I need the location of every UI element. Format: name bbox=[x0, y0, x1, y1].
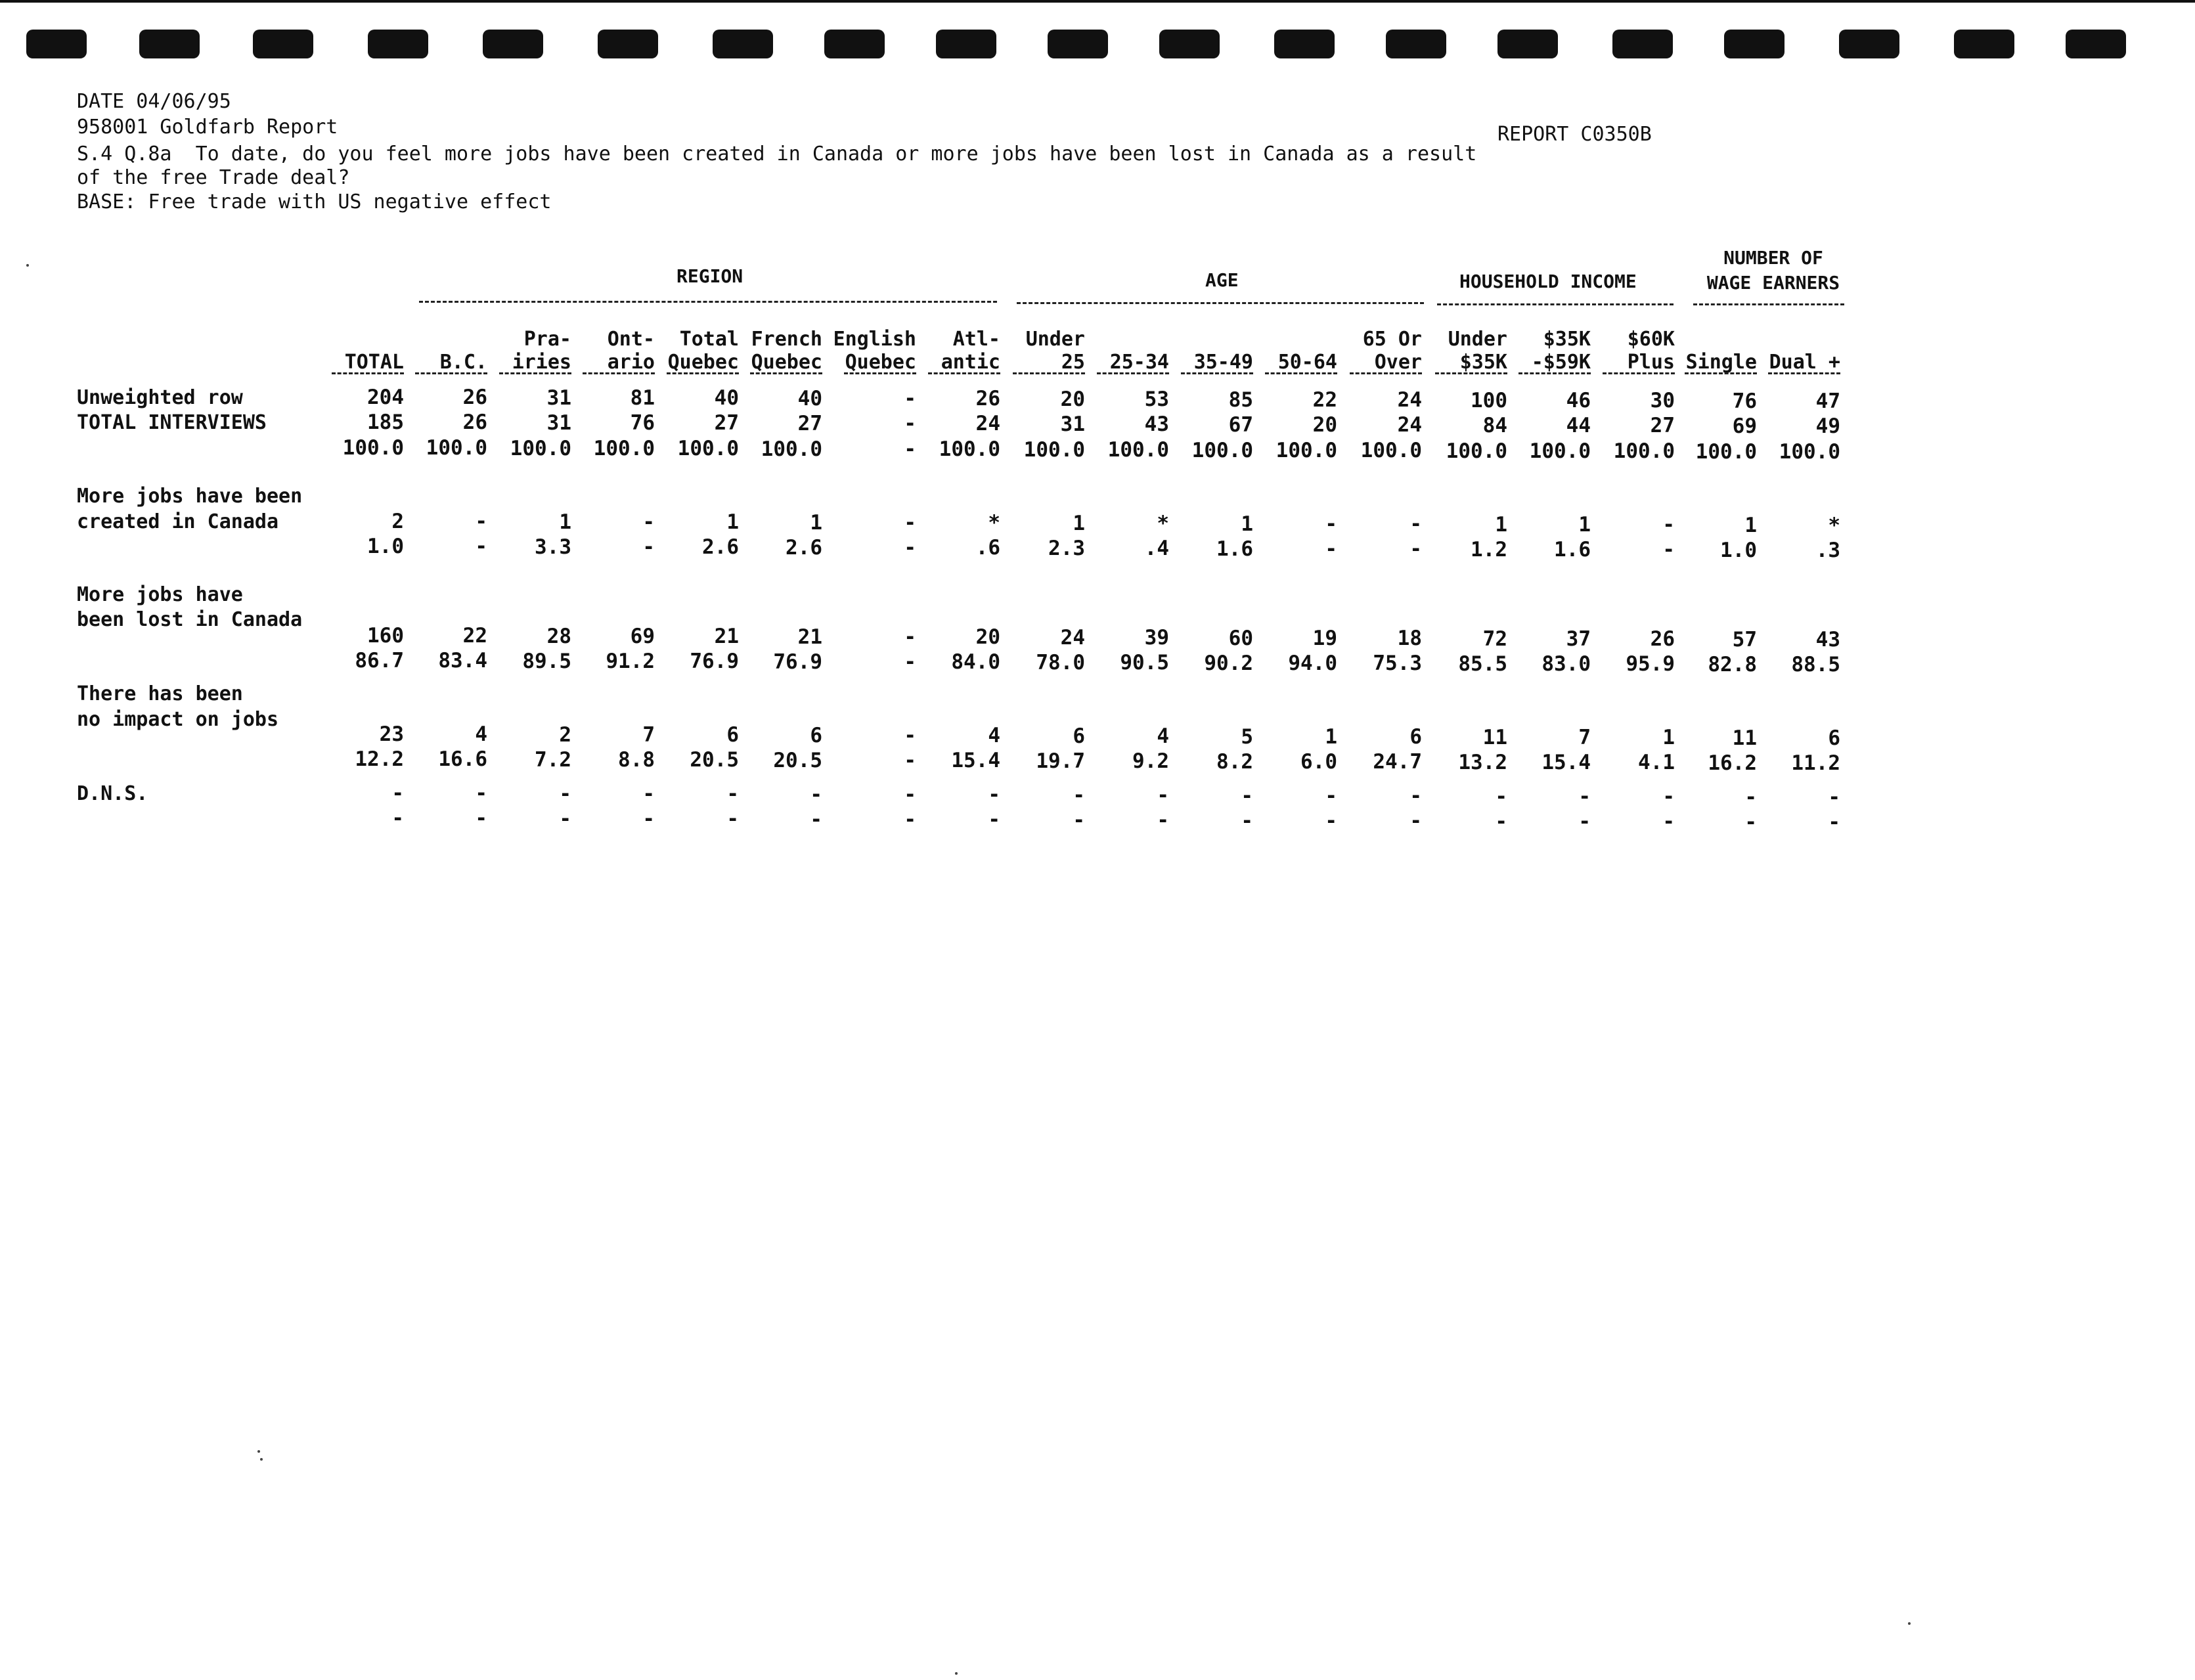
table-cell: - bbox=[1241, 809, 1253, 833]
table-cell: 15.4 bbox=[951, 749, 1000, 772]
table-cell: 76 bbox=[630, 411, 655, 435]
table-cell: - bbox=[904, 437, 916, 461]
column-header-4-l2: Quebec bbox=[667, 351, 739, 374]
table-cell: 1.6 bbox=[1216, 537, 1253, 561]
table-cell: 26 bbox=[975, 387, 1000, 410]
column-header-7-l1: Atl- bbox=[952, 328, 1000, 351]
row-label-dns: D.N.S. bbox=[77, 782, 148, 805]
report-name: 958001 Goldfarb Report bbox=[77, 116, 338, 139]
column-header-15-l1: $60K bbox=[1627, 328, 1675, 351]
table-cell: 91.2 bbox=[606, 650, 655, 673]
feed-hole bbox=[713, 30, 773, 58]
table-cell: 84 bbox=[1482, 414, 1507, 437]
table-cell: - bbox=[642, 807, 655, 831]
table-cell: - bbox=[726, 807, 739, 831]
table-cell: 81 bbox=[630, 386, 655, 410]
table-cell: 24 bbox=[1397, 413, 1422, 437]
table-cell: 21 bbox=[714, 625, 739, 648]
table-cell: - bbox=[904, 783, 916, 807]
table-cell: 84.0 bbox=[951, 650, 1000, 674]
table-cell: 100.0 bbox=[342, 436, 404, 460]
column-header-6-l2: Quebec bbox=[845, 351, 916, 374]
table-cell: 23 bbox=[379, 722, 404, 746]
table-cell: 100 bbox=[1471, 389, 1507, 412]
table-cell: 2 bbox=[559, 723, 571, 747]
table-cell: 20.5 bbox=[690, 748, 739, 772]
table-cell: 16.6 bbox=[438, 747, 487, 771]
table-cell: 67 bbox=[1228, 413, 1253, 437]
table-cell: - bbox=[1073, 784, 1085, 807]
table-cell: 100.0 bbox=[1107, 438, 1169, 462]
table-cell: 26 bbox=[1650, 627, 1675, 651]
group-age: AGE bbox=[1205, 269, 1239, 291]
column-header-3-l1: Ont- bbox=[607, 328, 655, 351]
table-cell: 76.9 bbox=[690, 650, 739, 673]
report-id: REPORT C0350B bbox=[1497, 123, 1652, 146]
table-cell: - bbox=[1744, 810, 1757, 834]
column-header-3-l2: ario bbox=[607, 351, 655, 374]
table-cell: 20.5 bbox=[773, 749, 822, 772]
table-cell: 30 bbox=[1650, 389, 1675, 412]
table-cell: - bbox=[904, 387, 916, 410]
table-cell: 69 bbox=[1732, 414, 1757, 438]
column-header-12-l1: 65 Or bbox=[1362, 328, 1422, 351]
table-cell: * bbox=[1828, 514, 1840, 537]
table-cell: - bbox=[475, 510, 487, 533]
column-header-12-l2: Over bbox=[1374, 351, 1422, 374]
table-cell: 20 bbox=[975, 625, 1000, 649]
feed-hole bbox=[253, 30, 313, 58]
table-cell: 57 bbox=[1732, 628, 1757, 652]
table-cell: - bbox=[559, 782, 571, 806]
table-cell: 20 bbox=[1060, 387, 1085, 411]
table-cell: 1.6 bbox=[1554, 538, 1591, 562]
table-cell: - bbox=[475, 807, 487, 830]
table-cell: 100.0 bbox=[1360, 439, 1422, 462]
table-cell: 60 bbox=[1228, 627, 1253, 650]
table-cell: - bbox=[904, 536, 916, 560]
table-cell: - bbox=[810, 808, 822, 831]
table-cell: 49 bbox=[1815, 414, 1840, 438]
region-group-rule bbox=[419, 301, 997, 303]
table-cell: 94.0 bbox=[1288, 652, 1337, 675]
table-cell: - bbox=[904, 650, 916, 674]
table-cell: 6 bbox=[810, 724, 822, 747]
table-cell: 43 bbox=[1815, 628, 1840, 652]
table-cell: - bbox=[1409, 537, 1422, 561]
table-cell: 6 bbox=[1073, 724, 1085, 748]
table-cell: - bbox=[726, 782, 739, 806]
table-cell: 27 bbox=[1650, 414, 1675, 437]
table-cell: 100.0 bbox=[1529, 439, 1591, 463]
feed-hole bbox=[1724, 30, 1785, 58]
table-cell: 100.0 bbox=[426, 436, 487, 460]
table-cell: - bbox=[1828, 810, 1840, 834]
table-cell: - bbox=[1662, 513, 1675, 537]
table-cell: 20 bbox=[1312, 413, 1337, 437]
table-cell: 31 bbox=[1060, 412, 1085, 436]
table-cell: 24 bbox=[975, 412, 1000, 435]
table-cell: 6 bbox=[726, 723, 739, 747]
column-header-14-l2: -$59K bbox=[1531, 351, 1591, 374]
feed-hole bbox=[1274, 30, 1335, 58]
table-cell: - bbox=[1495, 810, 1507, 833]
age-group-rule bbox=[1017, 302, 1424, 304]
feed-hole bbox=[1612, 30, 1673, 58]
scan-speck bbox=[955, 1672, 958, 1675]
table-cell: 6.0 bbox=[1300, 750, 1337, 774]
table-cell: 1 bbox=[1578, 513, 1591, 537]
table-cell: 27 bbox=[714, 411, 739, 435]
row-label-unweighted: Unweighted row bbox=[77, 386, 243, 409]
column-header-8-l2: 25 bbox=[1061, 351, 1085, 374]
feed-hole bbox=[1386, 30, 1446, 58]
base-line: BASE: Free trade with US negative effect bbox=[77, 190, 552, 213]
table-cell: - bbox=[1828, 785, 1840, 809]
table-cell: 4 bbox=[988, 724, 1000, 747]
table-cell: - bbox=[810, 783, 822, 807]
column-header-13-l2: $35K bbox=[1459, 351, 1507, 374]
table-cell: * bbox=[1157, 512, 1169, 535]
table-cell: 28 bbox=[546, 625, 571, 648]
table-cell: 100.0 bbox=[1191, 439, 1253, 462]
table-cell: 160 bbox=[367, 624, 404, 648]
table-cell: - bbox=[1744, 785, 1757, 809]
table-cell: 88.5 bbox=[1791, 653, 1840, 676]
table-cell: 1 bbox=[810, 511, 822, 535]
column-header-15-l2: Plus bbox=[1627, 351, 1675, 374]
table-cell: 39 bbox=[1144, 626, 1169, 650]
table-cell: 100.0 bbox=[677, 437, 739, 460]
report-date: DATE 04/06/95 bbox=[77, 90, 231, 113]
column-header-5-l1: French bbox=[751, 328, 822, 351]
table-cell: .6 bbox=[975, 536, 1000, 560]
row-label-lost-2: been lost in Canada bbox=[77, 608, 303, 631]
table-cell: - bbox=[1578, 810, 1591, 833]
table-cell: 72 bbox=[1482, 627, 1507, 651]
column-underline bbox=[1768, 372, 1840, 374]
table-cell: - bbox=[904, 808, 916, 831]
column-header-9-l2: 25-34 bbox=[1109, 351, 1169, 374]
feed-hole bbox=[824, 30, 885, 58]
table-cell: - bbox=[391, 807, 404, 830]
table-cell: 5 bbox=[1241, 725, 1253, 749]
column-header-6-l1: English bbox=[833, 328, 916, 351]
feed-hole bbox=[483, 30, 543, 58]
table-cell: - bbox=[1073, 808, 1085, 832]
feed-hole bbox=[1954, 30, 2014, 58]
table-cell: 7 bbox=[642, 723, 655, 747]
column-header-7-l2: antic bbox=[941, 351, 1000, 374]
table-cell: 82.8 bbox=[1708, 653, 1757, 676]
feed-hole bbox=[2066, 30, 2126, 58]
table-cell: 100.0 bbox=[1446, 439, 1507, 463]
table-cell: 3.3 bbox=[535, 535, 571, 559]
table-cell: - bbox=[475, 535, 487, 558]
column-header-5-l2: Quebec bbox=[751, 351, 822, 374]
question-line-1: S.4 Q.8a To date, do you feel more jobs have been created in Canada or more jobs have been lost in Canada as a result bbox=[77, 143, 1477, 166]
tractor-feed-holes bbox=[0, 0, 2195, 79]
table-cell: 100.0 bbox=[593, 437, 655, 460]
table-cell: 26 bbox=[462, 410, 487, 434]
table-cell: 9.2 bbox=[1132, 749, 1169, 773]
table-cell: - bbox=[391, 782, 404, 805]
table-cell: 31 bbox=[546, 411, 571, 435]
table-cell: 11.2 bbox=[1791, 751, 1840, 775]
table-cell: 1.2 bbox=[1471, 538, 1507, 562]
table-cell: 100.0 bbox=[1613, 439, 1675, 463]
feed-hole bbox=[1048, 30, 1108, 58]
table-cell: 100.0 bbox=[1695, 440, 1757, 464]
table-cell: 100.0 bbox=[761, 437, 822, 461]
table-cell: - bbox=[904, 412, 916, 435]
table-cell: 4 bbox=[475, 722, 487, 746]
table-cell: - bbox=[1409, 809, 1422, 833]
table-cell: 8.2 bbox=[1216, 750, 1253, 774]
table-cell: - bbox=[1662, 810, 1675, 833]
table-cell: 19.7 bbox=[1036, 749, 1085, 773]
table-cell: 13.2 bbox=[1458, 751, 1507, 774]
table-cell: 24 bbox=[1060, 626, 1085, 650]
table-cell: 83.0 bbox=[1541, 652, 1591, 676]
table-cell: - bbox=[1157, 784, 1169, 807]
row-label-total-interviews: TOTAL INTERVIEWS bbox=[77, 411, 267, 434]
table-cell: 76 bbox=[1732, 389, 1757, 413]
table-cell: 89.5 bbox=[522, 650, 571, 673]
table-cell: 37 bbox=[1566, 627, 1591, 651]
table-cell: 40 bbox=[797, 387, 822, 410]
table-cell: - bbox=[1409, 784, 1422, 808]
table-cell: - bbox=[904, 625, 916, 649]
question-line-2: of the free Trade deal? bbox=[77, 166, 350, 189]
column-header-1-l2: B.C. bbox=[439, 351, 487, 374]
table-cell: 16.2 bbox=[1708, 751, 1757, 775]
table-cell: 4 bbox=[1157, 724, 1169, 748]
table-cell: 1.0 bbox=[1720, 539, 1757, 562]
table-cell: - bbox=[988, 808, 1000, 831]
table-cell: - bbox=[642, 535, 655, 559]
table-cell: 95.9 bbox=[1626, 652, 1675, 676]
table-cell: 1 bbox=[1325, 725, 1337, 749]
table-cell: 100.0 bbox=[1779, 440, 1840, 464]
table-cell: - bbox=[1325, 512, 1337, 536]
table-cell: 100.0 bbox=[1023, 438, 1085, 462]
table-cell: 2.3 bbox=[1048, 537, 1085, 560]
table-cell: 1 bbox=[1495, 513, 1507, 537]
table-cell: 43 bbox=[1144, 412, 1169, 436]
feed-hole bbox=[1839, 30, 1899, 58]
table-cell: 18 bbox=[1397, 627, 1422, 650]
table-cell: 22 bbox=[462, 624, 487, 648]
table-cell: 2.6 bbox=[702, 535, 739, 559]
group-wage-earners-line-1: NUMBER OF bbox=[1723, 247, 1823, 269]
table-cell: - bbox=[1325, 537, 1337, 561]
table-cell: 8.8 bbox=[618, 748, 655, 772]
table-cell: - bbox=[1241, 784, 1253, 808]
table-cell: 19 bbox=[1312, 627, 1337, 650]
table-cell: 4.1 bbox=[1638, 751, 1675, 774]
group-wage-earners-line-2: WAGE EARNERS bbox=[1706, 272, 1840, 294]
feed-hole bbox=[1159, 30, 1220, 58]
income-group-rule bbox=[1437, 303, 1674, 305]
column-header-16-l2: Single bbox=[1685, 351, 1757, 374]
table-cell: 100.0 bbox=[510, 437, 571, 460]
table-cell: - bbox=[1157, 808, 1169, 832]
row-label-created-2: created in Canada bbox=[77, 510, 279, 533]
table-cell: 31 bbox=[546, 386, 571, 410]
table-cell: .3 bbox=[1815, 539, 1840, 562]
table-cell: - bbox=[1578, 785, 1591, 808]
table-cell: 1.0 bbox=[367, 535, 404, 558]
group-household-income: HOUSEHOLD INCOME bbox=[1459, 271, 1637, 292]
column-header-17-l2: Dual + bbox=[1769, 351, 1840, 374]
table-cell: - bbox=[1662, 785, 1675, 808]
wage-group-rule bbox=[1693, 303, 1844, 305]
table-cell: 7 bbox=[1578, 726, 1591, 749]
feed-hole bbox=[1497, 30, 1558, 58]
table-cell: - bbox=[642, 782, 655, 806]
table-cell: - bbox=[475, 782, 487, 805]
column-header-10-l2: 35-49 bbox=[1193, 351, 1253, 374]
table-cell: - bbox=[559, 807, 571, 831]
table-cell: 11 bbox=[1482, 726, 1507, 749]
table-cell: 27 bbox=[797, 412, 822, 435]
table-cell: - bbox=[1325, 809, 1337, 833]
table-cell: 6 bbox=[1828, 726, 1840, 750]
row-label-created-1: More jobs have been bbox=[77, 485, 303, 508]
row-label-noimpact-2: no impact on jobs bbox=[77, 708, 279, 731]
scan-speck bbox=[260, 1458, 263, 1461]
table-cell: 1 bbox=[1073, 512, 1085, 535]
table-cell: 21 bbox=[797, 625, 822, 649]
table-cell: 26 bbox=[462, 386, 487, 409]
table-cell: 11 bbox=[1732, 726, 1757, 750]
column-header-4-l1: Total bbox=[679, 328, 739, 351]
table-cell: 1 bbox=[726, 510, 739, 534]
feed-hole bbox=[936, 30, 996, 58]
table-cell: 44 bbox=[1566, 414, 1591, 437]
column-header-8-l1: Under bbox=[1025, 328, 1085, 351]
table-cell: 90.5 bbox=[1120, 651, 1169, 674]
row-label-noimpact-1: There has been bbox=[77, 682, 243, 705]
scan-speck bbox=[1908, 1622, 1911, 1625]
table-cell: 100.0 bbox=[939, 437, 1000, 461]
feed-hole bbox=[139, 30, 200, 58]
feed-hole bbox=[26, 30, 87, 58]
table-cell: - bbox=[904, 511, 916, 535]
table-cell: 1 bbox=[1744, 514, 1757, 537]
table-cell: 22 bbox=[1312, 388, 1337, 412]
table-cell: 12.2 bbox=[355, 747, 404, 771]
table-cell: - bbox=[1495, 785, 1507, 808]
table-cell: 7.2 bbox=[535, 748, 571, 772]
table-cell: 1 bbox=[559, 510, 571, 534]
column-header-0-l2: TOTAL bbox=[344, 351, 404, 374]
table-cell: * bbox=[988, 511, 1000, 535]
row-label-lost-1: More jobs have bbox=[77, 583, 243, 606]
table-cell: 204 bbox=[367, 386, 404, 409]
table-cell: 2 bbox=[391, 510, 404, 533]
table-cell: - bbox=[1662, 538, 1675, 562]
table-cell: 85 bbox=[1228, 388, 1253, 412]
table-cell: 24.7 bbox=[1373, 750, 1422, 774]
column-header-11-l2: 50-64 bbox=[1277, 351, 1337, 374]
column-header-2-l2: iries bbox=[512, 351, 571, 374]
table-cell: - bbox=[1409, 512, 1422, 536]
table-cell: 69 bbox=[630, 625, 655, 648]
column-header-13-l1: Under bbox=[1448, 328, 1507, 351]
table-cell: 24 bbox=[1397, 388, 1422, 412]
table-cell: 2.6 bbox=[786, 536, 822, 560]
table-cell: 15.4 bbox=[1541, 751, 1591, 774]
table-cell: 6 bbox=[1409, 725, 1422, 749]
table-cell: 76.9 bbox=[773, 650, 822, 674]
table-cell: 53 bbox=[1144, 387, 1169, 411]
table-cell: - bbox=[988, 783, 1000, 807]
table-cell: 85.5 bbox=[1458, 652, 1507, 676]
table-cell: 78.0 bbox=[1036, 651, 1085, 674]
table-cell: - bbox=[904, 724, 916, 747]
table-cell: - bbox=[1325, 784, 1337, 808]
table-cell: 47 bbox=[1815, 389, 1840, 413]
column-header-14-l1: $35K bbox=[1543, 328, 1591, 351]
table-cell: 100.0 bbox=[1275, 439, 1337, 462]
table-cell: 86.7 bbox=[355, 649, 404, 673]
table-cell: - bbox=[904, 749, 916, 772]
table-cell: 185 bbox=[367, 410, 404, 434]
feed-hole bbox=[598, 30, 658, 58]
table-cell: 1 bbox=[1662, 726, 1675, 749]
table-cell: 40 bbox=[714, 386, 739, 410]
table-cell: 46 bbox=[1566, 389, 1591, 412]
table-cell: .4 bbox=[1144, 537, 1169, 560]
scan-speck bbox=[257, 1450, 260, 1453]
column-header-2-l1: Pra- bbox=[523, 328, 571, 351]
group-region: REGION bbox=[676, 265, 743, 287]
table-cell: 1 bbox=[1241, 512, 1253, 536]
table-cell: 83.4 bbox=[438, 649, 487, 673]
feed-hole bbox=[368, 30, 428, 58]
scan-speck bbox=[26, 264, 29, 267]
table-cell: 90.2 bbox=[1204, 652, 1253, 675]
table-cell: 75.3 bbox=[1373, 652, 1422, 675]
table-cell: - bbox=[642, 510, 655, 534]
